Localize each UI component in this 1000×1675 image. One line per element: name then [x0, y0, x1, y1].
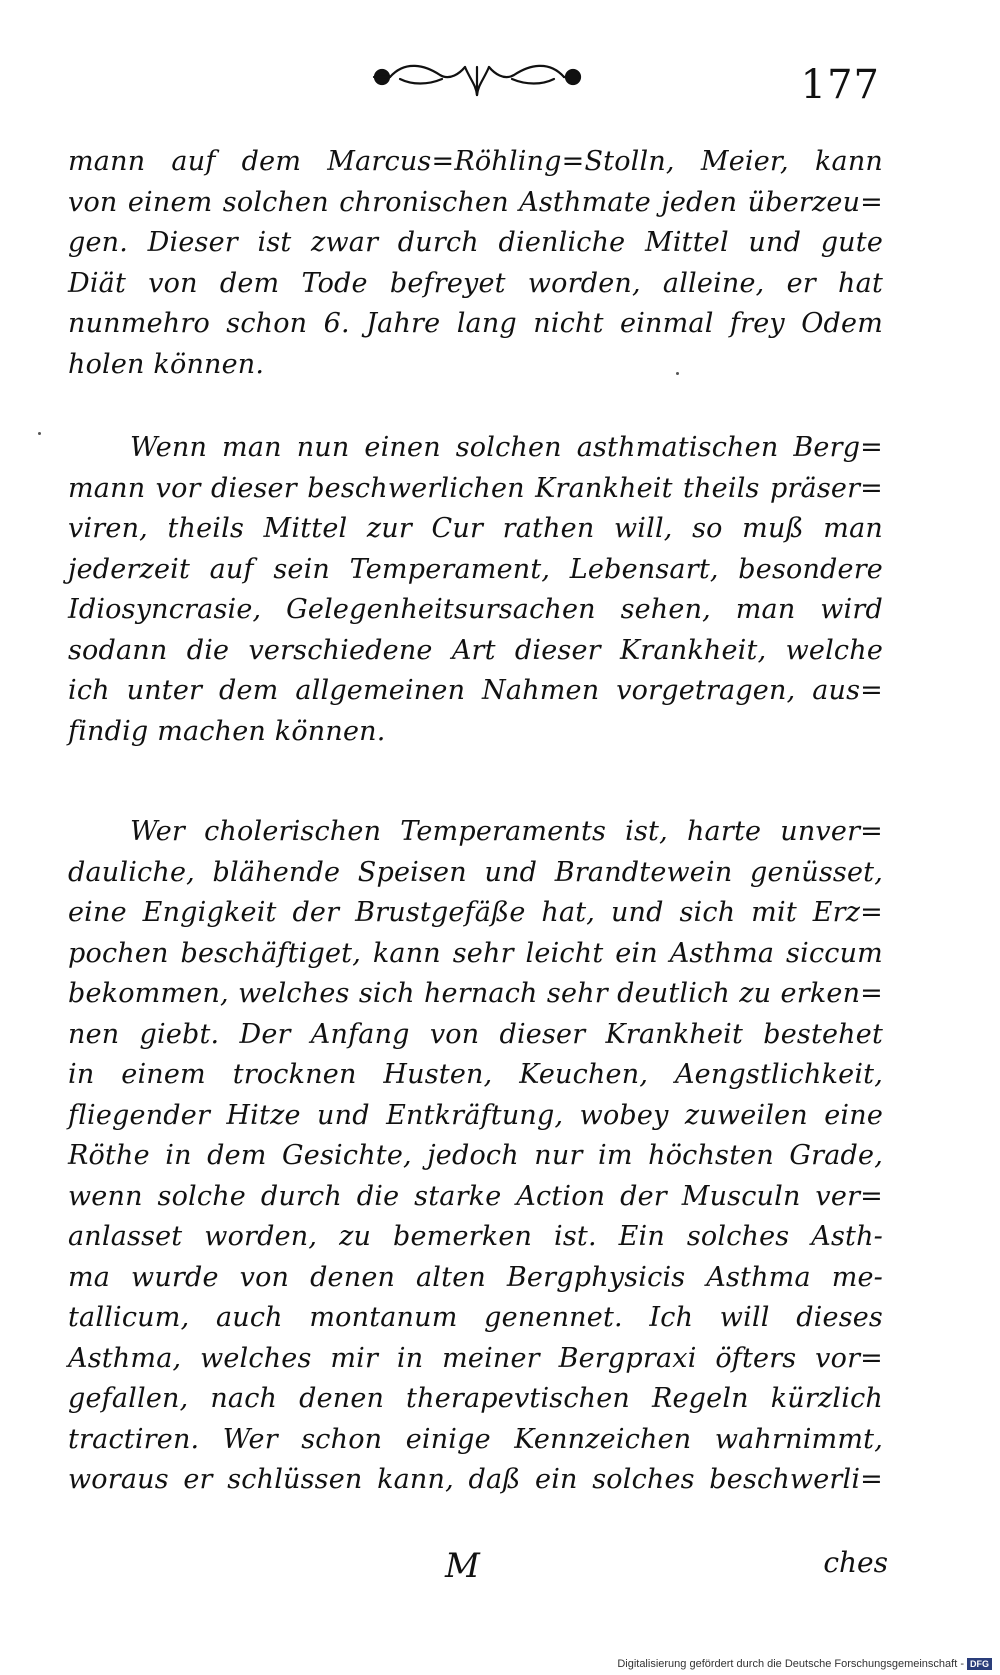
paragraph-2 [68, 428, 883, 752]
footer-credit: Digitalisierung gefördert durch die Deutsche Forschungsgemeinschaft - [617, 1658, 964, 1670]
text-line: mann vor dieser beschwerlichen Krankheit theils präser= [68, 472, 883, 504]
text-line: eine Engigkeit der Brustgefäße hat, und sich mit Erz= [68, 897, 883, 928]
text-line: gen. Dieser ist zwar durch dienliche Mittel und gute [68, 227, 883, 258]
text-line: tallicum, auch montanum genennet. Ich will dieses [68, 1302, 883, 1333]
text-line: mann auf dem Marcus=Röhling=Stolln, Meier, kann [68, 146, 883, 177]
text-line: Röthe in dem Gesichte, jedoch nur im höchsten Grade, [68, 1140, 883, 1171]
text-line: fliegender Hitze und Entkräftung, wobey zuweilen eine [68, 1099, 883, 1131]
text-line: nunmehro schon 6. Jahre lang nicht einmal frey Odem [68, 308, 883, 339]
text-line: bekommen, welches sich hernach sehr deutlich zu erken= [68, 978, 883, 1009]
catchword: ches [823, 1546, 888, 1579]
text-line: wenn solche durch die starke Action der Musculn ver= [68, 1180, 883, 1212]
decorative-ornament [370, 55, 585, 105]
text-line: Idiosyncrasie, Gelegenheitsursachen sehen, man wird [68, 594, 883, 625]
text-line: Diät von dem Tode befreyet worden, alleine, er hat [68, 267, 883, 299]
text-line: findig machen können. [68, 715, 386, 747]
text-line: tractiren. Wer schon einige Kennzeichen wahrnimmt, [68, 1423, 883, 1455]
text-line: nen giebt. Der Anfang von dieser Krankheit bestehet [68, 1018, 883, 1050]
text-line: gefallen, nach denen therapevtischen Regeln kürzlich [68, 1383, 883, 1414]
text-line: Asthma, welches mir in meiner Bergpraxi öfters vor= [68, 1342, 883, 1374]
digitization-footer [617, 1658, 992, 1670]
dfg-logo: DFG [967, 1658, 992, 1670]
text-line: holen können. [68, 348, 265, 380]
text-line: woraus er schlüssen kann, daß ein solches beschwerli= [68, 1464, 883, 1495]
text-line: anlasset worden, zu bemerken ist. Ein solches Asth- [68, 1221, 883, 1252]
paragraph-3 [68, 812, 883, 1501]
text-line: Wenn man nun einen solchen asthmatischen Berg= [130, 432, 883, 463]
text-line: Wer cholerischen Temperaments ist, harte unver= [130, 816, 883, 847]
text-line: sodann die verschiedene Art dieser Krankheit, welche [68, 634, 883, 666]
paragraph-1 [68, 142, 883, 385]
text-line: in einem trocknen Husten, Keuchen, Aengstlichkeit, [68, 1059, 883, 1090]
text-line: jederzeit auf sein Temperament, Lebensart, besondere [68, 553, 883, 585]
text-line: ich unter dem allgemeinen Nahmen vorgetragen, aus= [68, 675, 883, 706]
paper-speck [38, 432, 41, 435]
paper-speck [676, 372, 679, 375]
page-number: 177 [800, 62, 880, 108]
signature-mark: M [445, 1546, 480, 1586]
text-line: pochen beschäftiget, kann sehr leicht ein Asthma siccum [68, 937, 883, 969]
text-line: dauliche, blähende Speisen und Brandtewein genüsset, [68, 856, 883, 888]
text-line: viren, theils Mittel zur Cur rathen will, so muß man [68, 513, 883, 544]
text-line: ma wurde von denen alten Bergphysicis Asthma me- [68, 1261, 883, 1293]
text-line: von einem solchen chronischen Asthmate jeden überzeu= [68, 186, 883, 218]
